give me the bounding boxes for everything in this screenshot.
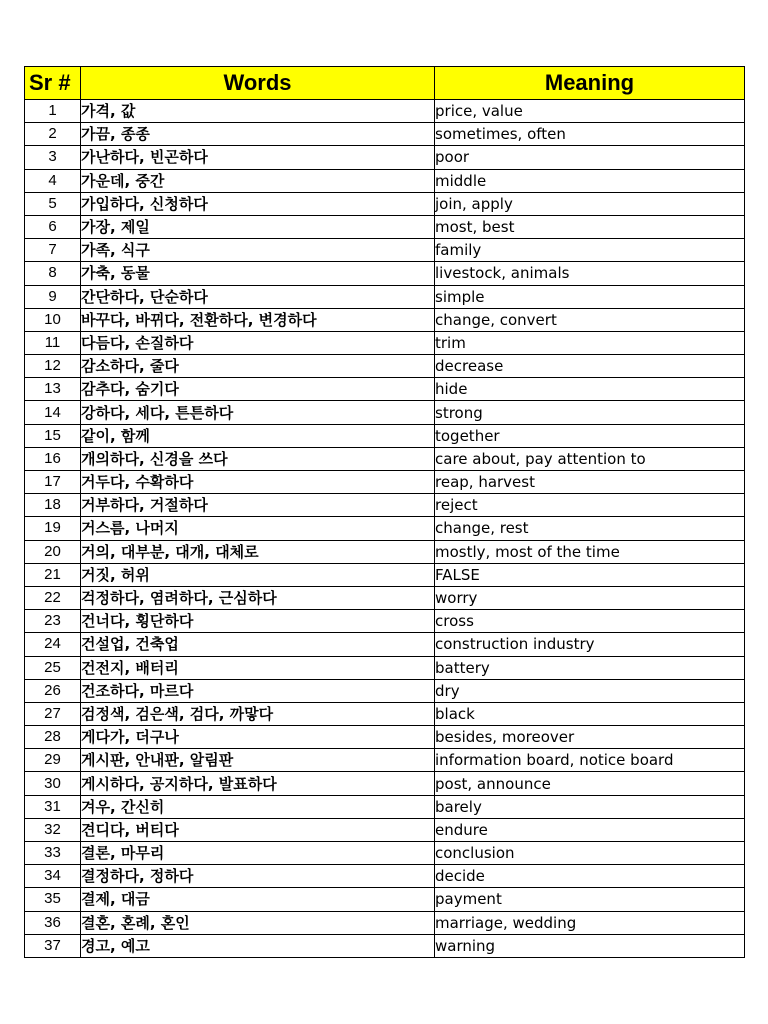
row-number: 36	[25, 911, 81, 934]
row-number: 7	[25, 239, 81, 262]
row-number: 22	[25, 586, 81, 609]
english-meaning: cross	[435, 610, 745, 633]
table-row	[25, 447, 745, 470]
table-row	[25, 749, 745, 772]
english-meaning: decide	[435, 865, 745, 888]
row-number: 30	[25, 772, 81, 795]
korean-word: 결혼, 혼례, 혼인	[81, 911, 435, 934]
english-meaning: reject	[435, 494, 745, 517]
table-row	[25, 702, 745, 725]
row-number: 3	[25, 146, 81, 169]
row-number: 26	[25, 679, 81, 702]
header-sr: Sr #	[25, 67, 81, 100]
table-row	[25, 865, 745, 888]
english-meaning: barely	[435, 795, 745, 818]
row-number: 18	[25, 494, 81, 517]
row-number: 17	[25, 471, 81, 494]
korean-word: 결제, 대금	[81, 888, 435, 911]
table-row	[25, 262, 745, 285]
korean-word: 같이, 함께	[81, 424, 435, 447]
vocabulary-table	[24, 66, 745, 958]
korean-word: 결론, 마무리	[81, 842, 435, 865]
english-meaning: construction industry	[435, 633, 745, 656]
row-number: 24	[25, 633, 81, 656]
table-row	[25, 679, 745, 702]
korean-word: 간단하다, 단순하다	[81, 285, 435, 308]
english-meaning: post, announce	[435, 772, 745, 795]
english-meaning: battery	[435, 656, 745, 679]
english-meaning: marriage, wedding	[435, 911, 745, 934]
english-meaning: besides, moreover	[435, 726, 745, 749]
english-meaning: hide	[435, 378, 745, 401]
english-meaning: simple	[435, 285, 745, 308]
korean-word: 거부하다, 거절하다	[81, 494, 435, 517]
table-row	[25, 633, 745, 656]
row-number: 31	[25, 795, 81, 818]
row-number: 37	[25, 934, 81, 957]
korean-word: 건전지, 배터리	[81, 656, 435, 679]
table-row	[25, 540, 745, 563]
header-words: Words	[81, 67, 435, 100]
table-row	[25, 494, 745, 517]
english-meaning: join, apply	[435, 192, 745, 215]
korean-word: 거스름, 나머지	[81, 517, 435, 540]
korean-word: 개의하다, 신경을 쓰다	[81, 447, 435, 470]
english-meaning: endure	[435, 818, 745, 841]
table-row	[25, 401, 745, 424]
table-row	[25, 331, 745, 354]
english-meaning: payment	[435, 888, 745, 911]
row-number: 25	[25, 656, 81, 679]
row-number: 1	[25, 100, 81, 123]
table-row	[25, 100, 745, 123]
row-number: 20	[25, 540, 81, 563]
english-meaning: family	[435, 239, 745, 262]
english-meaning: reap, harvest	[435, 471, 745, 494]
row-number: 32	[25, 818, 81, 841]
english-meaning: warning	[435, 934, 745, 957]
english-meaning: together	[435, 424, 745, 447]
table-row	[25, 215, 745, 238]
english-meaning: care about, pay attention to	[435, 447, 745, 470]
table-row	[25, 123, 745, 146]
table-row	[25, 517, 745, 540]
korean-word: 가격, 값	[81, 100, 435, 123]
row-number: 2	[25, 123, 81, 146]
row-number: 27	[25, 702, 81, 725]
row-number: 14	[25, 401, 81, 424]
row-number: 16	[25, 447, 81, 470]
table-row	[25, 424, 745, 447]
table-row	[25, 726, 745, 749]
english-meaning: decrease	[435, 355, 745, 378]
korean-word: 건너다, 횡단하다	[81, 610, 435, 633]
table-row	[25, 818, 745, 841]
korean-word: 거의, 대부분, 대개, 대체로	[81, 540, 435, 563]
english-meaning: conclusion	[435, 842, 745, 865]
row-number: 21	[25, 563, 81, 586]
english-meaning: sometimes, often	[435, 123, 745, 146]
korean-word: 가난하다, 빈곤하다	[81, 146, 435, 169]
table-row	[25, 169, 745, 192]
table-row	[25, 772, 745, 795]
korean-word: 겨우, 간신히	[81, 795, 435, 818]
row-number: 19	[25, 517, 81, 540]
english-meaning: worry	[435, 586, 745, 609]
table-row	[25, 934, 745, 957]
korean-word: 검정색, 검은색, 검다, 까맣다	[81, 702, 435, 725]
table-row	[25, 888, 745, 911]
table-row	[25, 192, 745, 215]
korean-word: 결정하다, 정하다	[81, 865, 435, 888]
korean-word: 바꾸다, 바뀌다, 전환하다, 변경하다	[81, 308, 435, 331]
english-meaning: livestock, animals	[435, 262, 745, 285]
english-meaning: information board, notice board	[435, 749, 745, 772]
table-row	[25, 308, 745, 331]
row-number: 12	[25, 355, 81, 378]
table-row	[25, 146, 745, 169]
row-number: 29	[25, 749, 81, 772]
table-row	[25, 563, 745, 586]
korean-word: 경고, 예고	[81, 934, 435, 957]
english-meaning: change, convert	[435, 308, 745, 331]
table-row	[25, 285, 745, 308]
table-row	[25, 911, 745, 934]
korean-word: 감추다, 숨기다	[81, 378, 435, 401]
english-meaning: dry	[435, 679, 745, 702]
table-row	[25, 795, 745, 818]
english-meaning: middle	[435, 169, 745, 192]
korean-word: 거짓, 허위	[81, 563, 435, 586]
korean-word: 가끔, 종종	[81, 123, 435, 146]
header-meaning: Meaning	[435, 67, 745, 100]
korean-word: 가입하다, 신청하다	[81, 192, 435, 215]
korean-word: 다듬다, 손질하다	[81, 331, 435, 354]
korean-word: 게시판, 안내판, 알림판	[81, 749, 435, 772]
row-number: 33	[25, 842, 81, 865]
table-row	[25, 842, 745, 865]
english-meaning: trim	[435, 331, 745, 354]
korean-word: 거두다, 수확하다	[81, 471, 435, 494]
korean-word: 견디다, 버티다	[81, 818, 435, 841]
english-meaning: FALSE	[435, 563, 745, 586]
row-number: 8	[25, 262, 81, 285]
row-number: 34	[25, 865, 81, 888]
korean-word: 게다가, 더구나	[81, 726, 435, 749]
english-meaning: mostly, most of the time	[435, 540, 745, 563]
table-row	[25, 471, 745, 494]
korean-word: 가족, 식구	[81, 239, 435, 262]
row-number: 35	[25, 888, 81, 911]
korean-word: 강하다, 세다, 튼튼하다	[81, 401, 435, 424]
korean-word: 가장, 제일	[81, 215, 435, 238]
korean-word: 건조하다, 마르다	[81, 679, 435, 702]
table-row	[25, 656, 745, 679]
korean-word: 걱정하다, 염려하다, 근심하다	[81, 586, 435, 609]
row-number: 13	[25, 378, 81, 401]
row-number: 6	[25, 215, 81, 238]
row-number: 4	[25, 169, 81, 192]
korean-word: 감소하다, 줄다	[81, 355, 435, 378]
table-row	[25, 378, 745, 401]
english-meaning: most, best	[435, 215, 745, 238]
row-number: 28	[25, 726, 81, 749]
korean-word: 건설업, 건축업	[81, 633, 435, 656]
korean-word: 가운데, 중간	[81, 169, 435, 192]
english-meaning: strong	[435, 401, 745, 424]
table-row	[25, 610, 745, 633]
english-meaning: poor	[435, 146, 745, 169]
table-row	[25, 239, 745, 262]
table-row	[25, 586, 745, 609]
english-meaning: price, value	[435, 100, 745, 123]
row-number: 9	[25, 285, 81, 308]
table-row	[25, 355, 745, 378]
row-number: 11	[25, 331, 81, 354]
row-number: 10	[25, 308, 81, 331]
english-meaning: change, rest	[435, 517, 745, 540]
header-row	[25, 67, 745, 100]
english-meaning: black	[435, 702, 745, 725]
korean-word: 가축, 동물	[81, 262, 435, 285]
row-number: 23	[25, 610, 81, 633]
korean-word: 게시하다, 공지하다, 발표하다	[81, 772, 435, 795]
row-number: 5	[25, 192, 81, 215]
row-number: 15	[25, 424, 81, 447]
